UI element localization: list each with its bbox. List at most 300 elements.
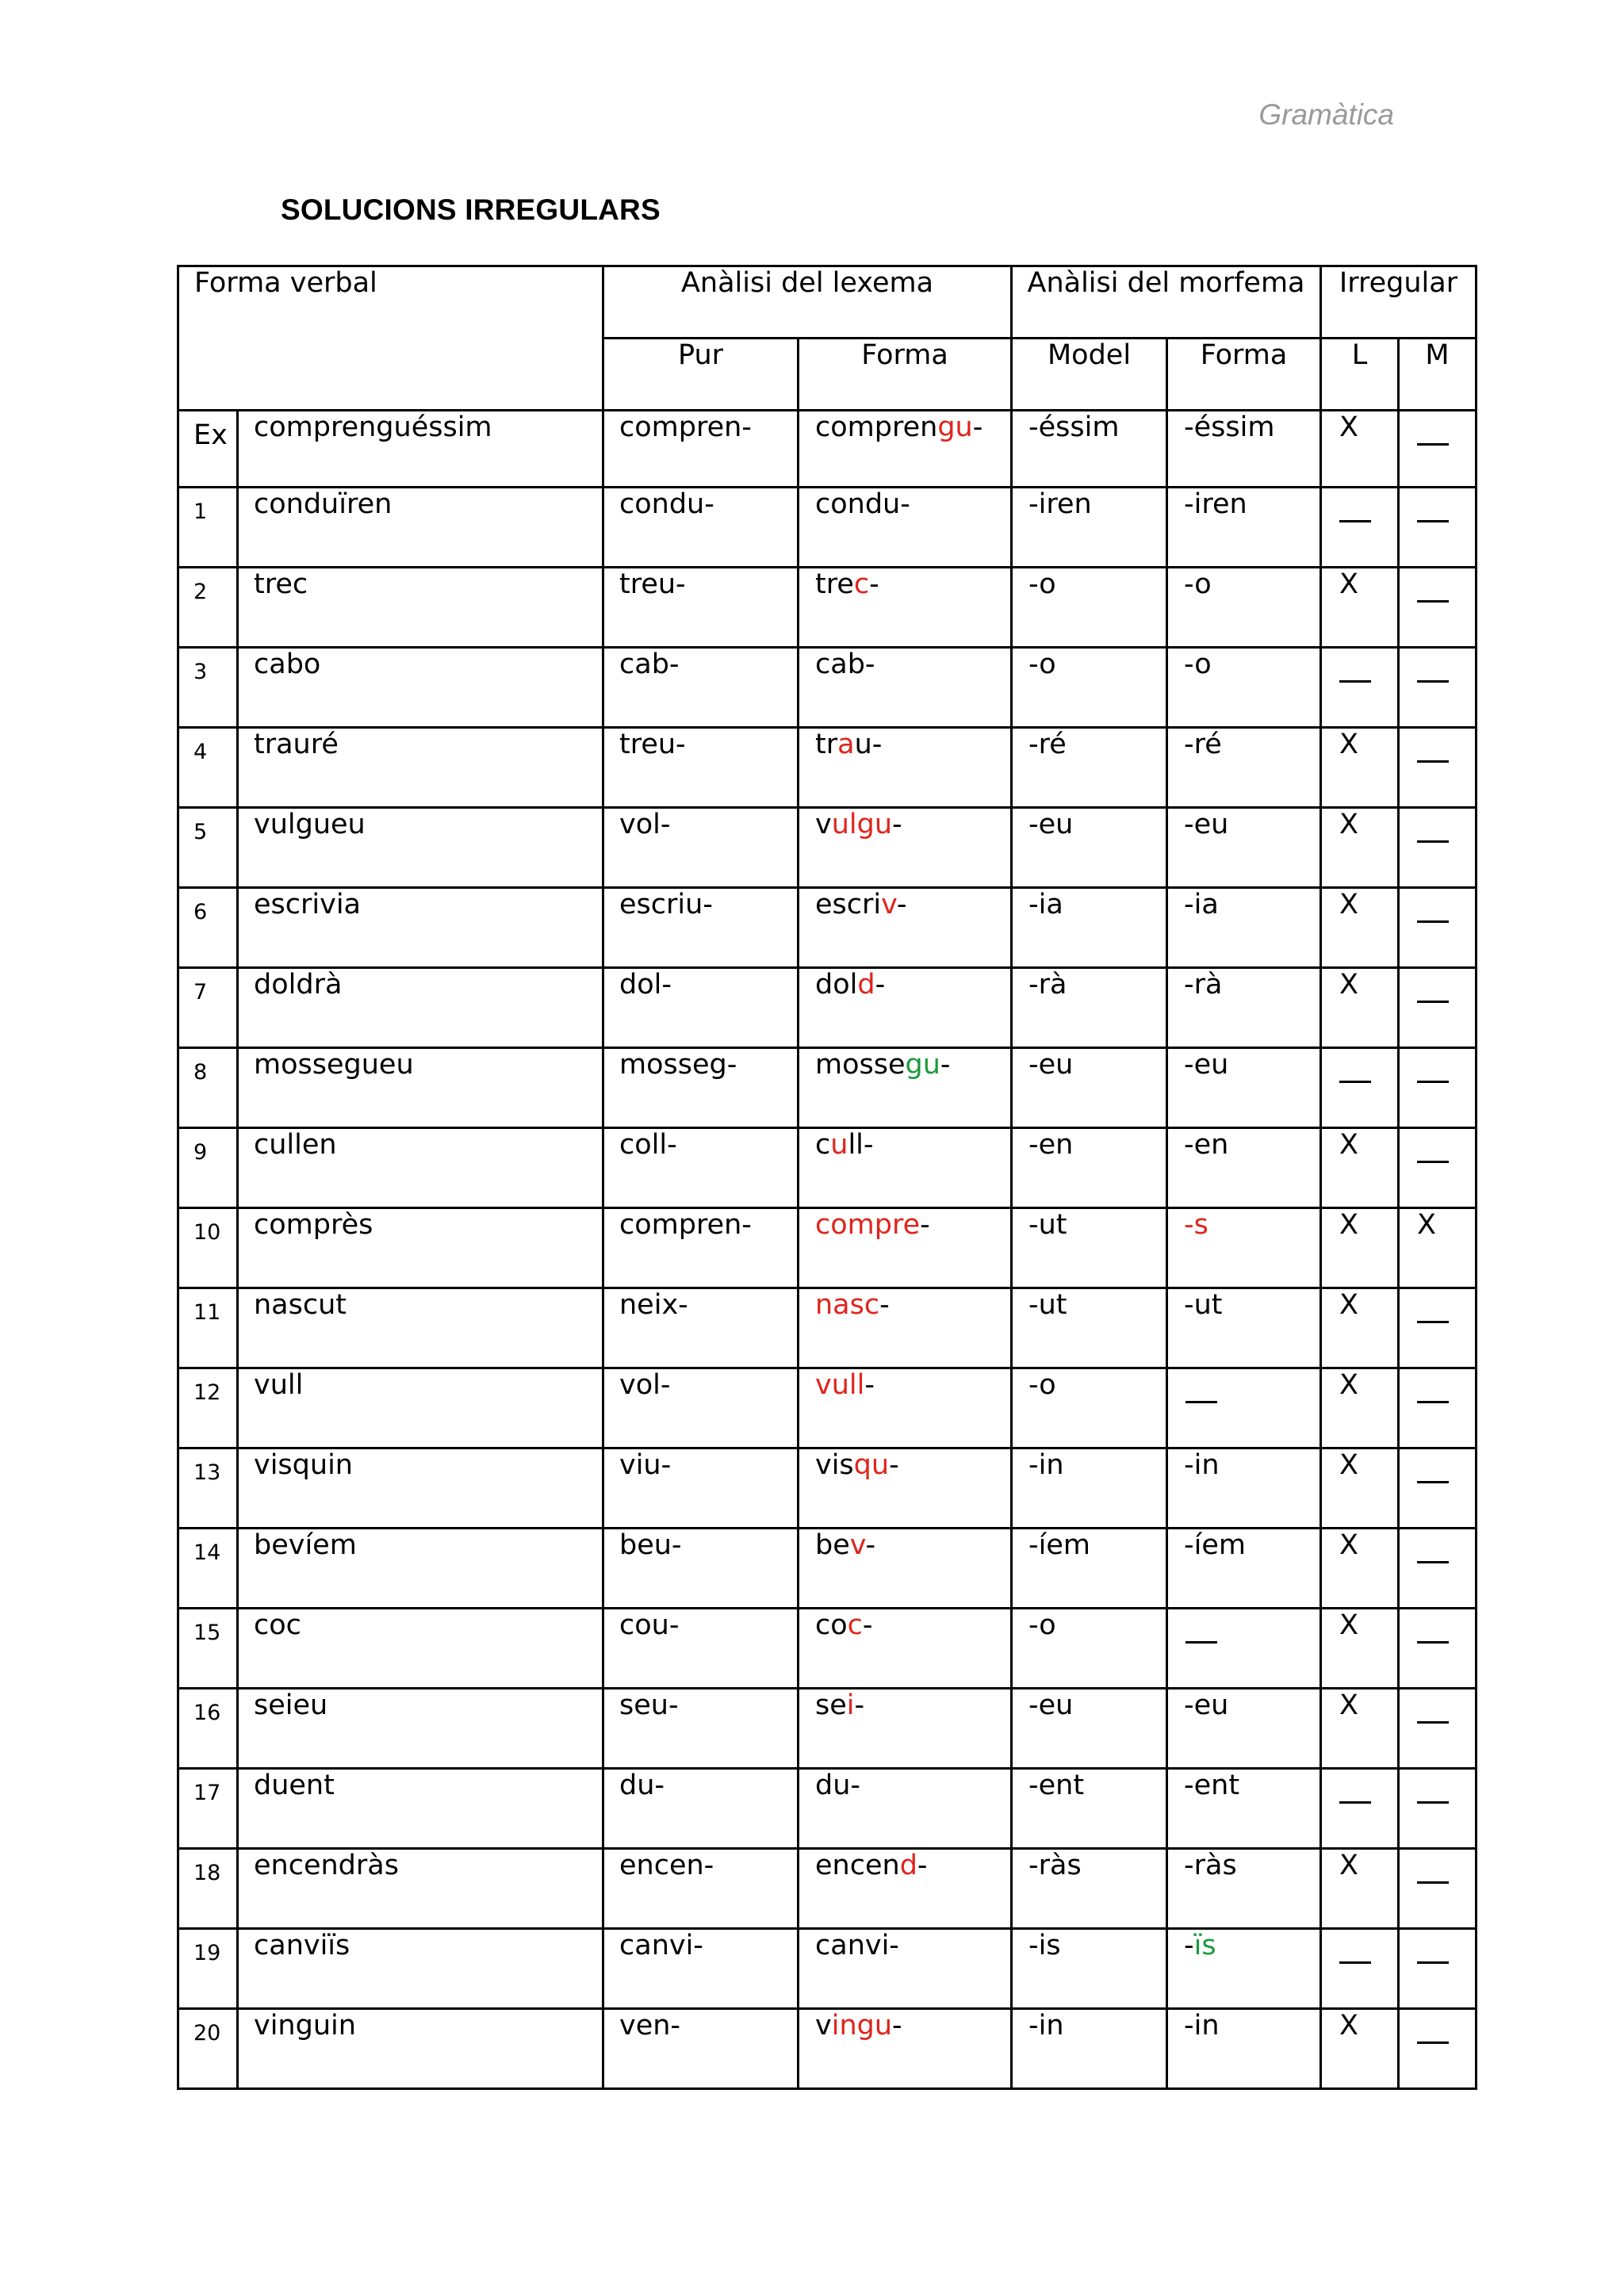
- irregular-l: [1321, 1849, 1399, 1929]
- pur-text: escriu-: [619, 889, 713, 920]
- highlighted-segment: i: [846, 1689, 855, 1721]
- verb-form: [238, 648, 603, 728]
- pur-text: compren-: [619, 411, 752, 443]
- morpheme-forma: [1167, 1048, 1321, 1128]
- lexeme-forma: [799, 1368, 1012, 1448]
- lexeme-forma: [799, 568, 1012, 648]
- verb-form: [238, 1689, 603, 1769]
- segment: compren: [815, 411, 938, 443]
- table-row: [178, 648, 1477, 728]
- segment: -eu: [1184, 1689, 1229, 1721]
- lexeme-pur: [603, 808, 799, 888]
- pur-text: seu-: [619, 1689, 679, 1721]
- header-m: M: [1399, 339, 1477, 411]
- verb-form: [238, 888, 603, 968]
- header-forma-morfema: Forma: [1167, 339, 1321, 411]
- morpheme-model: [1012, 728, 1167, 808]
- morpheme-model: [1012, 568, 1167, 648]
- verb-text: comprès: [254, 1209, 373, 1241]
- model-text: -is: [1028, 1930, 1061, 1961]
- x-mark: X: [1339, 568, 1358, 600]
- blank-dash: [1417, 1289, 1449, 1323]
- lexeme-pur: [603, 1288, 799, 1368]
- highlighted-segment: s: [1193, 1209, 1208, 1241]
- row-number: [178, 1609, 238, 1689]
- irregular-m: [1399, 568, 1477, 648]
- verb-text: seieu: [254, 1689, 328, 1721]
- morpheme-model: [1012, 1288, 1167, 1368]
- segment: du-: [815, 1770, 861, 1801]
- lexeme-pur: [603, 1689, 799, 1769]
- blank-dash: [1417, 809, 1449, 843]
- pur-text: beu-: [619, 1529, 682, 1561]
- lexeme-pur: [603, 968, 799, 1048]
- segment: -ent: [1184, 1770, 1240, 1801]
- morpheme-forma: [1167, 1368, 1321, 1448]
- lexeme-pur: [603, 1609, 799, 1689]
- lexeme-forma: [799, 808, 1012, 888]
- model-text: -en: [1028, 1129, 1074, 1161]
- lexeme-forma: [799, 1689, 1012, 1769]
- header-l: L: [1321, 339, 1399, 411]
- segment: mosse: [815, 1049, 906, 1081]
- row-number: [178, 1689, 238, 1769]
- lexeme-pur: [603, 888, 799, 968]
- lexeme-pur: [603, 411, 799, 488]
- segment: escri: [815, 889, 882, 920]
- blank-dash: [1417, 729, 1449, 763]
- irregular-m: [1399, 1929, 1477, 2009]
- blank-dash: [1417, 1689, 1449, 1724]
- row-number: [178, 1448, 238, 1529]
- verb-form: [238, 1288, 603, 1368]
- highlighted-segment: gu: [905, 1049, 940, 1081]
- num-text: 9: [193, 1140, 208, 1165]
- num-text: Ex: [193, 419, 228, 451]
- num-text: 11: [193, 1300, 221, 1325]
- morpheme-model: [1012, 888, 1167, 968]
- verb-text: duent: [254, 1770, 335, 1801]
- segment: -: [896, 889, 907, 920]
- verb-form: [238, 568, 603, 648]
- num-text: 6: [193, 900, 208, 924]
- irregular-m: [1399, 1609, 1477, 1689]
- segment: -: [869, 568, 879, 600]
- segment: dol: [815, 969, 858, 1001]
- num-text: 8: [193, 1060, 208, 1085]
- table-row: [178, 808, 1477, 888]
- highlighted-segment: vull: [815, 1369, 865, 1401]
- row-number: [178, 1048, 238, 1128]
- lexeme-forma: [799, 1609, 1012, 1689]
- table-row: [178, 2009, 1477, 2089]
- irregular-m: [1399, 1849, 1477, 1929]
- highlighted-segment: gu: [937, 411, 973, 443]
- pur-text: du-: [619, 1770, 665, 1801]
- irregular-l: [1321, 968, 1399, 1048]
- irregular-m: [1399, 411, 1477, 488]
- morpheme-forma: [1167, 888, 1321, 968]
- model-text: -ràs: [1028, 1850, 1082, 1881]
- morpheme-forma: [1167, 488, 1321, 568]
- verb-form: [238, 1849, 603, 1929]
- segment: u-: [854, 729, 883, 760]
- lexeme-pur: [603, 1208, 799, 1288]
- lexeme-forma: [799, 488, 1012, 568]
- model-text: -ut: [1028, 1209, 1067, 1241]
- x-mark: X: [1339, 889, 1358, 920]
- irregular-l: [1321, 1368, 1399, 1448]
- morpheme-forma: [1167, 1689, 1321, 1769]
- verb-text: coc: [254, 1609, 301, 1641]
- lexeme-forma: [799, 1929, 1012, 2009]
- irregular-m: [1399, 888, 1477, 968]
- x-mark: X: [1339, 1209, 1358, 1241]
- model-text: -o: [1028, 568, 1056, 600]
- irregular-l: [1321, 1128, 1399, 1208]
- segment: -eu: [1184, 809, 1229, 840]
- num-text: 10: [193, 1220, 221, 1245]
- irregular-l: [1321, 1769, 1399, 1849]
- lexeme-forma: [799, 648, 1012, 728]
- highlighted-segment: u: [830, 1129, 848, 1161]
- blank-dash: [1339, 488, 1371, 522]
- num-text: 12: [193, 1380, 221, 1405]
- segment: canvi-: [815, 1930, 899, 1961]
- morpheme-model: [1012, 411, 1167, 488]
- lexeme-pur: [603, 2009, 799, 2089]
- morpheme-forma: [1167, 1288, 1321, 1368]
- irregular-m: [1399, 1769, 1477, 1849]
- irregular-m: [1399, 808, 1477, 888]
- lexeme-forma: [799, 1529, 1012, 1609]
- irregular-l: [1321, 488, 1399, 568]
- model-text: -íem: [1028, 1529, 1090, 1561]
- verb-form: [238, 1529, 603, 1609]
- row-number: [178, 1769, 238, 1849]
- lexeme-forma: [799, 411, 1012, 488]
- segment: ll-: [848, 1129, 874, 1161]
- pur-text: vol-: [619, 1369, 671, 1401]
- x-mark: X: [1339, 969, 1358, 1001]
- row-number: [178, 1288, 238, 1368]
- num-text: 2: [193, 580, 208, 604]
- verb-text: canviïs: [254, 1930, 350, 1961]
- segment: tr: [815, 729, 838, 760]
- segment: vis: [815, 1449, 854, 1481]
- segment: -: [940, 1049, 951, 1081]
- blank-dash: [1417, 488, 1449, 522]
- morpheme-model: [1012, 1529, 1167, 1609]
- morpheme-model: [1012, 488, 1167, 568]
- table-row: [178, 1849, 1477, 1929]
- x-mark: X: [1339, 1449, 1358, 1481]
- num-text: 17: [193, 1781, 221, 1805]
- lexeme-pur: [603, 488, 799, 568]
- morpheme-forma: [1167, 808, 1321, 888]
- blank-dash: [1417, 411, 1449, 446]
- verb-text: visquin: [254, 1449, 353, 1481]
- table-row: [178, 1288, 1477, 1368]
- table-row: [178, 568, 1477, 648]
- lexeme-pur: [603, 648, 799, 728]
- num-text: 1: [193, 499, 208, 524]
- morpheme-forma: [1167, 728, 1321, 808]
- segment: co: [815, 1609, 848, 1641]
- verb-text: conduïren: [254, 488, 393, 520]
- segment: -: [865, 1529, 876, 1561]
- segment: -in: [1184, 1449, 1220, 1481]
- verb-form: [238, 1368, 603, 1448]
- lexeme-forma: [799, 1208, 1012, 1288]
- irregular-m: [1399, 1529, 1477, 1609]
- row-number: [178, 1529, 238, 1609]
- model-text: -ia: [1028, 889, 1063, 920]
- lexeme-forma: [799, 1769, 1012, 1849]
- row-number: [178, 411, 238, 488]
- model-text: -in: [1028, 1449, 1064, 1481]
- table-row: [178, 1208, 1477, 1288]
- highlighted-segment: c: [847, 1609, 863, 1641]
- segment: -ràs: [1184, 1850, 1237, 1881]
- row-number: [178, 1929, 238, 2009]
- verb-form: [238, 1048, 603, 1128]
- morpheme-forma: [1167, 1849, 1321, 1929]
- verb-form: [238, 1769, 603, 1849]
- model-text: -in: [1028, 2010, 1064, 2042]
- row-number: [178, 568, 238, 648]
- segment: -o: [1184, 649, 1212, 680]
- segment: -: [854, 1689, 865, 1721]
- irregular-l: [1321, 808, 1399, 888]
- highlighted-segment: ïs: [1193, 1930, 1216, 1961]
- lexeme-pur: [603, 1529, 799, 1609]
- num-text: 7: [193, 980, 208, 1004]
- morpheme-model: [1012, 1208, 1167, 1288]
- table-row: [178, 1368, 1477, 1448]
- blank-dash: [1417, 1049, 1449, 1083]
- blank-dash: [1417, 889, 1449, 923]
- lexeme-pur: [603, 1048, 799, 1128]
- segment: -éssim: [1184, 411, 1275, 443]
- verb-form: [238, 808, 603, 888]
- irregular-m: [1399, 1048, 1477, 1128]
- morpheme-model: [1012, 1128, 1167, 1208]
- irregular-m: [1399, 728, 1477, 808]
- x-mark: X: [1339, 1289, 1358, 1321]
- table-row: [178, 411, 1477, 488]
- verb-form: [238, 1609, 603, 1689]
- lexeme-forma: [799, 888, 1012, 968]
- blank-dash: [1417, 2010, 1449, 2044]
- irregular-m: [1399, 1448, 1477, 1529]
- pur-text: ven-: [619, 2010, 681, 2042]
- segment: -: [972, 411, 983, 443]
- segment: -o: [1184, 568, 1212, 600]
- num-text: 3: [193, 660, 208, 684]
- verb-text: mossegueu: [254, 1049, 414, 1081]
- highlighted-segment: nasc: [815, 1289, 880, 1321]
- morpheme-forma: [1167, 968, 1321, 1048]
- row-number: [178, 488, 238, 568]
- verb-text: bevíem: [254, 1529, 357, 1561]
- table-row: [178, 1048, 1477, 1128]
- header-pur: Pur: [603, 339, 799, 411]
- verb-text: cabo: [254, 649, 321, 680]
- blank-dash: [1417, 1129, 1449, 1163]
- irregular-l: [1321, 1208, 1399, 1288]
- pur-text: viu-: [619, 1449, 672, 1481]
- irregular-l: [1321, 568, 1399, 648]
- row-number: [178, 968, 238, 1048]
- header-model: Model: [1012, 339, 1167, 411]
- pur-text: coll-: [619, 1129, 677, 1161]
- morpheme-model: [1012, 1849, 1167, 1929]
- table-row: [178, 1128, 1477, 1208]
- blank-dash: [1417, 1609, 1449, 1644]
- num-text: 13: [193, 1460, 221, 1485]
- segment: -: [875, 969, 886, 1001]
- morpheme-forma: [1167, 1128, 1321, 1208]
- highlighted-segment: -: [1184, 1209, 1194, 1241]
- table-row: [178, 1929, 1477, 2009]
- morpheme-model: [1012, 968, 1167, 1048]
- segment: -ré: [1184, 729, 1222, 760]
- pur-text: treu-: [619, 729, 686, 760]
- highlighted-segment: v: [881, 889, 897, 920]
- model-text: -eu: [1028, 809, 1074, 840]
- morpheme-forma: [1167, 2009, 1321, 2089]
- pur-text: mosseg-: [619, 1049, 737, 1081]
- segment: condu-: [815, 488, 910, 520]
- model-text: -rà: [1028, 969, 1067, 1001]
- segment: -: [879, 1289, 890, 1321]
- morpheme-forma: [1167, 648, 1321, 728]
- irregular-l: [1321, 1609, 1399, 1689]
- x-mark: X: [1339, 729, 1358, 760]
- highlighted-segment: compre: [815, 1209, 921, 1241]
- irregular-m: [1399, 2009, 1477, 2089]
- morpheme-model: [1012, 808, 1167, 888]
- table-header-row-1: [178, 266, 1477, 339]
- verb-form: [238, 2009, 603, 2089]
- lexeme-forma: [799, 1128, 1012, 1208]
- pur-text: treu-: [619, 568, 686, 600]
- irregular-m: [1399, 648, 1477, 728]
- morpheme-model: [1012, 2009, 1167, 2089]
- irregular-l: [1321, 1929, 1399, 2009]
- model-text: -o: [1028, 649, 1056, 680]
- highlighted-segment: qu: [853, 1449, 890, 1481]
- segment: se: [815, 1689, 847, 1721]
- verb-text: comprenguéssim: [254, 411, 492, 443]
- verb-text: vull: [254, 1369, 304, 1401]
- verb-text: encendràs: [254, 1850, 399, 1881]
- morpheme-forma: [1167, 1448, 1321, 1529]
- verb-form: [238, 1128, 603, 1208]
- segment: tre: [815, 568, 854, 600]
- lexeme-pur: [603, 728, 799, 808]
- running-header: Gramàtica: [1258, 98, 1394, 131]
- table-row: [178, 728, 1477, 808]
- highlighted-segment: c: [853, 568, 870, 600]
- morpheme-model: [1012, 1929, 1167, 2009]
- segment: -íem: [1184, 1529, 1246, 1561]
- lexeme-pur: [603, 1368, 799, 1448]
- irregular-l: [1321, 1689, 1399, 1769]
- model-text: -ut: [1028, 1289, 1067, 1321]
- segment: v: [815, 809, 832, 840]
- row-number: [178, 1368, 238, 1448]
- morpheme-model: [1012, 1769, 1167, 1849]
- num-text: 15: [193, 1621, 221, 1645]
- morpheme-model: [1012, 1448, 1167, 1529]
- blank-dash: [1339, 1770, 1371, 1804]
- segment: -: [889, 1449, 899, 1481]
- blank-dash: [1185, 1609, 1217, 1644]
- segment: -eu: [1184, 1049, 1229, 1081]
- model-text: -iren: [1028, 488, 1092, 520]
- model-text: -ré: [1028, 729, 1067, 760]
- verb-text: nascut: [254, 1289, 347, 1321]
- blank-dash: [1417, 1369, 1449, 1403]
- verb-text: trauré: [254, 729, 339, 760]
- model-text: -eu: [1028, 1049, 1074, 1081]
- verb-text: vinguin: [254, 2010, 356, 2042]
- lexeme-pur: [603, 1128, 799, 1208]
- morpheme-model: [1012, 1368, 1167, 1448]
- segment: -rà: [1184, 969, 1223, 1001]
- morpheme-forma: [1167, 1529, 1321, 1609]
- lexeme-pur: [603, 1929, 799, 2009]
- pur-text: cab-: [619, 649, 680, 680]
- x-mark: X: [1339, 411, 1358, 443]
- x-mark: X: [1339, 1689, 1358, 1721]
- pur-text: canvi-: [619, 1930, 703, 1961]
- irregular-l: [1321, 1529, 1399, 1609]
- verb-text: doldrà: [254, 969, 343, 1001]
- segment: cab-: [815, 649, 875, 680]
- highlighted-segment: d: [899, 1850, 917, 1881]
- header-analisi-lexema: Anàlisi del lexema: [603, 266, 1012, 339]
- irregular-l: [1321, 648, 1399, 728]
- lexeme-pur: [603, 1849, 799, 1929]
- num-text: 19: [193, 1941, 221, 1965]
- x-mark: X: [1339, 1369, 1358, 1401]
- lexeme-forma: [799, 1448, 1012, 1529]
- table-row: [178, 488, 1477, 568]
- header-forma-lexema: Forma: [799, 339, 1012, 411]
- verb-text: cullen: [254, 1129, 337, 1161]
- table-row: [178, 1609, 1477, 1689]
- verb-form: [238, 1929, 603, 2009]
- verb-text: escrivia: [254, 889, 362, 920]
- num-text: 4: [193, 740, 208, 764]
- blank-dash: [1339, 1049, 1371, 1083]
- segment: c: [815, 1129, 831, 1161]
- x-mark: X: [1339, 2010, 1358, 2042]
- model-text: -ent: [1028, 1770, 1085, 1801]
- morpheme-forma: [1167, 568, 1321, 648]
- irregular-m: [1399, 1128, 1477, 1208]
- verb-form: [238, 1448, 603, 1529]
- num-text: 18: [193, 1861, 221, 1885]
- irregular-l: [1321, 2009, 1399, 2089]
- x-mark: X: [1417, 1209, 1436, 1241]
- lexeme-forma: [799, 1849, 1012, 1929]
- verb-form: [238, 1208, 603, 1288]
- verb-form: [238, 488, 603, 568]
